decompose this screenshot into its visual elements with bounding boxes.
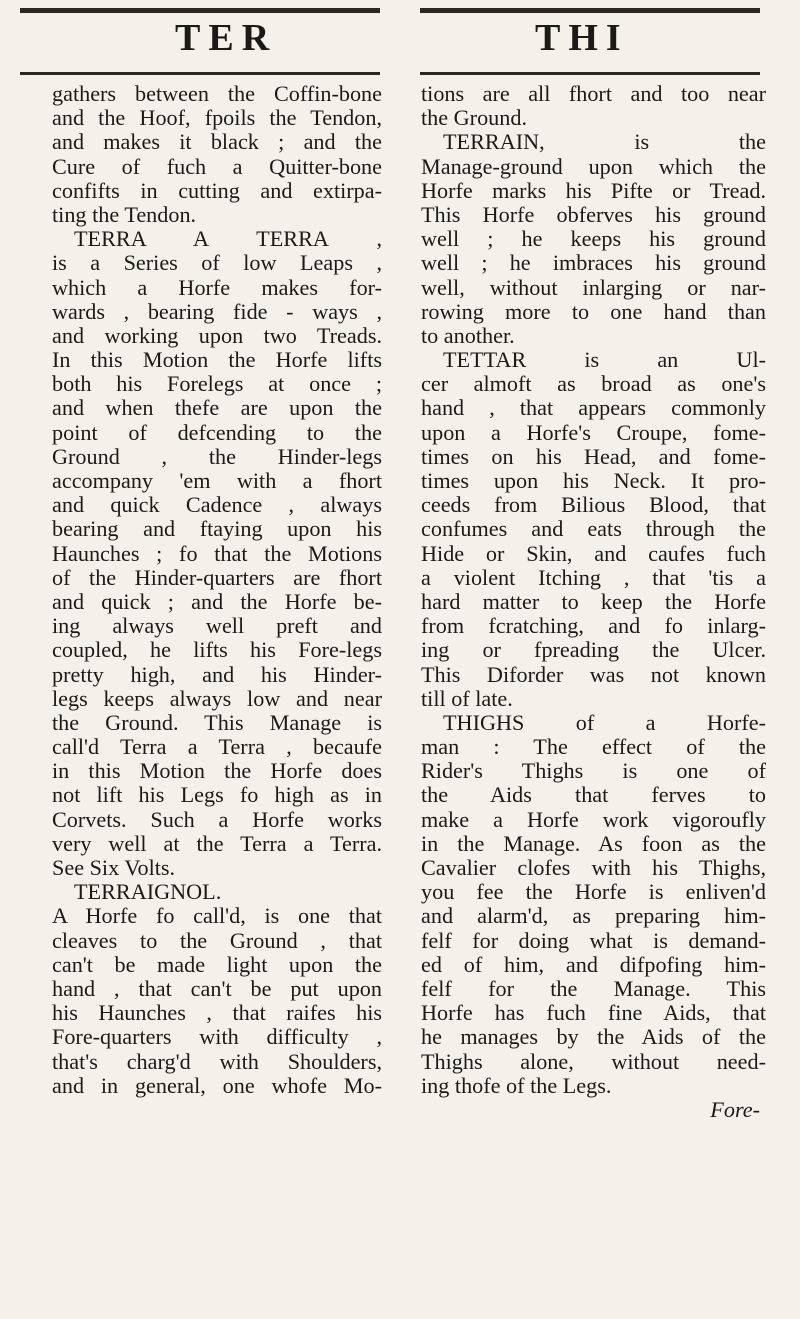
text-line: Fore-quarters with difficulty , bbox=[52, 1025, 382, 1050]
text-line: well, without inlarging or nar- bbox=[421, 275, 766, 300]
text-line: Manage-ground upon which the bbox=[421, 154, 766, 179]
text-line: very well at the Terra a Terra. bbox=[52, 831, 382, 856]
text-line: and when thefe are upon the bbox=[52, 396, 382, 421]
text-line: is a Series of low Leaps , bbox=[52, 251, 382, 276]
text-line: Cavalier clofes with his Thighs, bbox=[421, 856, 766, 881]
text-line: times on his Head, and fome- bbox=[421, 444, 766, 469]
text-line: and quick Cadence , always bbox=[52, 493, 382, 518]
text-line: ceeds from Bilious Blood, that bbox=[421, 493, 766, 518]
text-line: Ground , the Hinder-legs bbox=[52, 444, 382, 469]
text-line: well ; he imbraces his ground bbox=[421, 251, 766, 276]
text-line: hard matter to keep the Horfe bbox=[421, 589, 766, 614]
text-line: point of defcending to the bbox=[52, 420, 382, 445]
header-rule-left bbox=[20, 72, 380, 75]
text-line: In this Motion the Horfe lifts bbox=[52, 348, 382, 373]
text-line: TERRAIGNOL. bbox=[74, 880, 222, 905]
text-line: A Horfe fo call'd, is one that bbox=[52, 904, 382, 929]
text-line: rowing more to one hand than bbox=[421, 299, 766, 324]
catchword: Fore- bbox=[710, 1096, 760, 1122]
text-line: and working upon two Treads. bbox=[52, 323, 382, 348]
text-line: confumes and eats through the bbox=[421, 517, 766, 542]
running-header-left: TER bbox=[175, 17, 278, 59]
text-line: in the Manage. As foon as the bbox=[421, 831, 766, 856]
text-line: hand , that appears commonly bbox=[421, 396, 766, 421]
left-column bbox=[52, 82, 382, 1098]
text-line: Cure of fuch a Quitter-bone bbox=[52, 154, 382, 179]
text-line: Horfe has fuch fine Aids, that bbox=[421, 1001, 766, 1026]
text-line: Corvets. Such a Horfe works bbox=[52, 807, 382, 832]
running-header-right: THI bbox=[535, 17, 629, 59]
text-line: make a Horfe work vigoroufly bbox=[421, 807, 766, 832]
text-line: tions are all fhort and too near bbox=[421, 82, 766, 106]
text-line: TERRA A TERRA , bbox=[74, 227, 382, 252]
text-line: which a Horfe makes for- bbox=[52, 275, 382, 300]
text-line: and alarm'd, as preparing him- bbox=[421, 904, 766, 929]
text-line: felf for doing what is demand- bbox=[421, 928, 766, 953]
text-line: ed of him, and difpofing him- bbox=[421, 952, 766, 977]
text-line: the Ground. bbox=[421, 105, 527, 131]
top-rule-right bbox=[420, 8, 760, 13]
header-rule-right bbox=[420, 72, 760, 75]
text-line: ing always well preft and bbox=[52, 614, 382, 639]
text-line: ing thofe of the Legs. bbox=[421, 1072, 612, 1098]
text-line: THIGHS of a Horfe- bbox=[443, 710, 766, 735]
text-line: ting the Tendon. bbox=[52, 201, 197, 227]
text-line: This Diforder was not known bbox=[421, 662, 766, 687]
text-line: cer almoft as broad as one's bbox=[421, 372, 766, 397]
text-line: of the Hinder-quarters are fhort bbox=[52, 565, 382, 590]
text-line: in this Motion the Horfe does bbox=[52, 759, 382, 784]
text-line: the Ground. This Manage is bbox=[52, 710, 382, 735]
text-line: from fcratching, and fo inlarg- bbox=[421, 614, 766, 639]
text-line: accompany 'em with a fhort bbox=[52, 469, 382, 494]
text-line: Horfe marks his Pifte or Tread. bbox=[421, 178, 766, 203]
text-line: bearing and ftaying upon his bbox=[52, 517, 382, 542]
text-line: and in general, one whofe Mo- bbox=[52, 1073, 382, 1098]
text-line: Thighs alone, without need- bbox=[421, 1049, 766, 1074]
text-line: man : The effect of the bbox=[421, 735, 766, 760]
text-line: TETTAR is an Ul- bbox=[443, 348, 766, 373]
right-column bbox=[421, 82, 766, 1122]
text-line: This Horfe obferves his ground bbox=[421, 202, 766, 227]
text-line: gathers between the Coffin-bone bbox=[52, 82, 382, 106]
text-line: that's charg'd with Shoulders, bbox=[52, 1049, 382, 1074]
text-line: he manages by the Aids of the bbox=[421, 1025, 766, 1050]
text-line: cleaves to the Ground , that bbox=[52, 928, 382, 953]
text-line: you fee the Horfe is enliven'd bbox=[421, 880, 766, 905]
text-line: upon a Horfe's Croupe, fome- bbox=[421, 420, 766, 445]
text-line: both his Forelegs at once ; bbox=[52, 372, 382, 397]
text-line: call'd Terra a Terra , becaufe bbox=[52, 735, 382, 760]
text-line: and makes it black ; and the bbox=[52, 130, 382, 155]
text-line: to another. bbox=[421, 322, 515, 348]
text-line: can't be made light upon the bbox=[52, 952, 382, 977]
text-line: coupled, he lifts his Fore-legs bbox=[52, 638, 382, 663]
text-line: Rider's Thighs is one of bbox=[421, 759, 766, 784]
text-line: not lift his Legs fo high as in bbox=[52, 783, 382, 808]
text-line: ing or fpreading the Ulcer. bbox=[421, 638, 766, 663]
top-rule-left bbox=[20, 8, 380, 13]
text-line: times upon his Neck. It pro- bbox=[421, 469, 766, 494]
text-line: See Six Volts. bbox=[52, 855, 176, 881]
text-line: wards , bearing fide - ways , bbox=[52, 299, 382, 324]
text-line: Haunches ; fo that the Motions bbox=[52, 541, 382, 566]
text-line: pretty high, and his Hinder- bbox=[52, 662, 382, 687]
text-line: and the Hoof, fpoils the Tendon, bbox=[52, 106, 382, 131]
text-line: and quick ; and the Horfe be- bbox=[52, 589, 382, 614]
text-line: the Aids that ferves to bbox=[421, 783, 766, 808]
text-line: legs keeps always low and near bbox=[52, 686, 382, 711]
text-line: well ; he keeps his ground bbox=[421, 227, 766, 252]
text-line: confifts in cutting and extirpa- bbox=[52, 178, 382, 203]
text-line: till of late. bbox=[421, 685, 513, 711]
text-line: TERRAIN, is the bbox=[443, 130, 766, 155]
text-line: hand , that can't be put upon bbox=[52, 976, 382, 1001]
text-line: felf for the Manage. This bbox=[421, 976, 766, 1001]
text-line: Hide or Skin, and caufes fuch bbox=[421, 541, 766, 566]
text-line: a violent Itching , that 'tis a bbox=[421, 565, 766, 590]
text-line: his Haunches , that raifes his bbox=[52, 1001, 382, 1026]
